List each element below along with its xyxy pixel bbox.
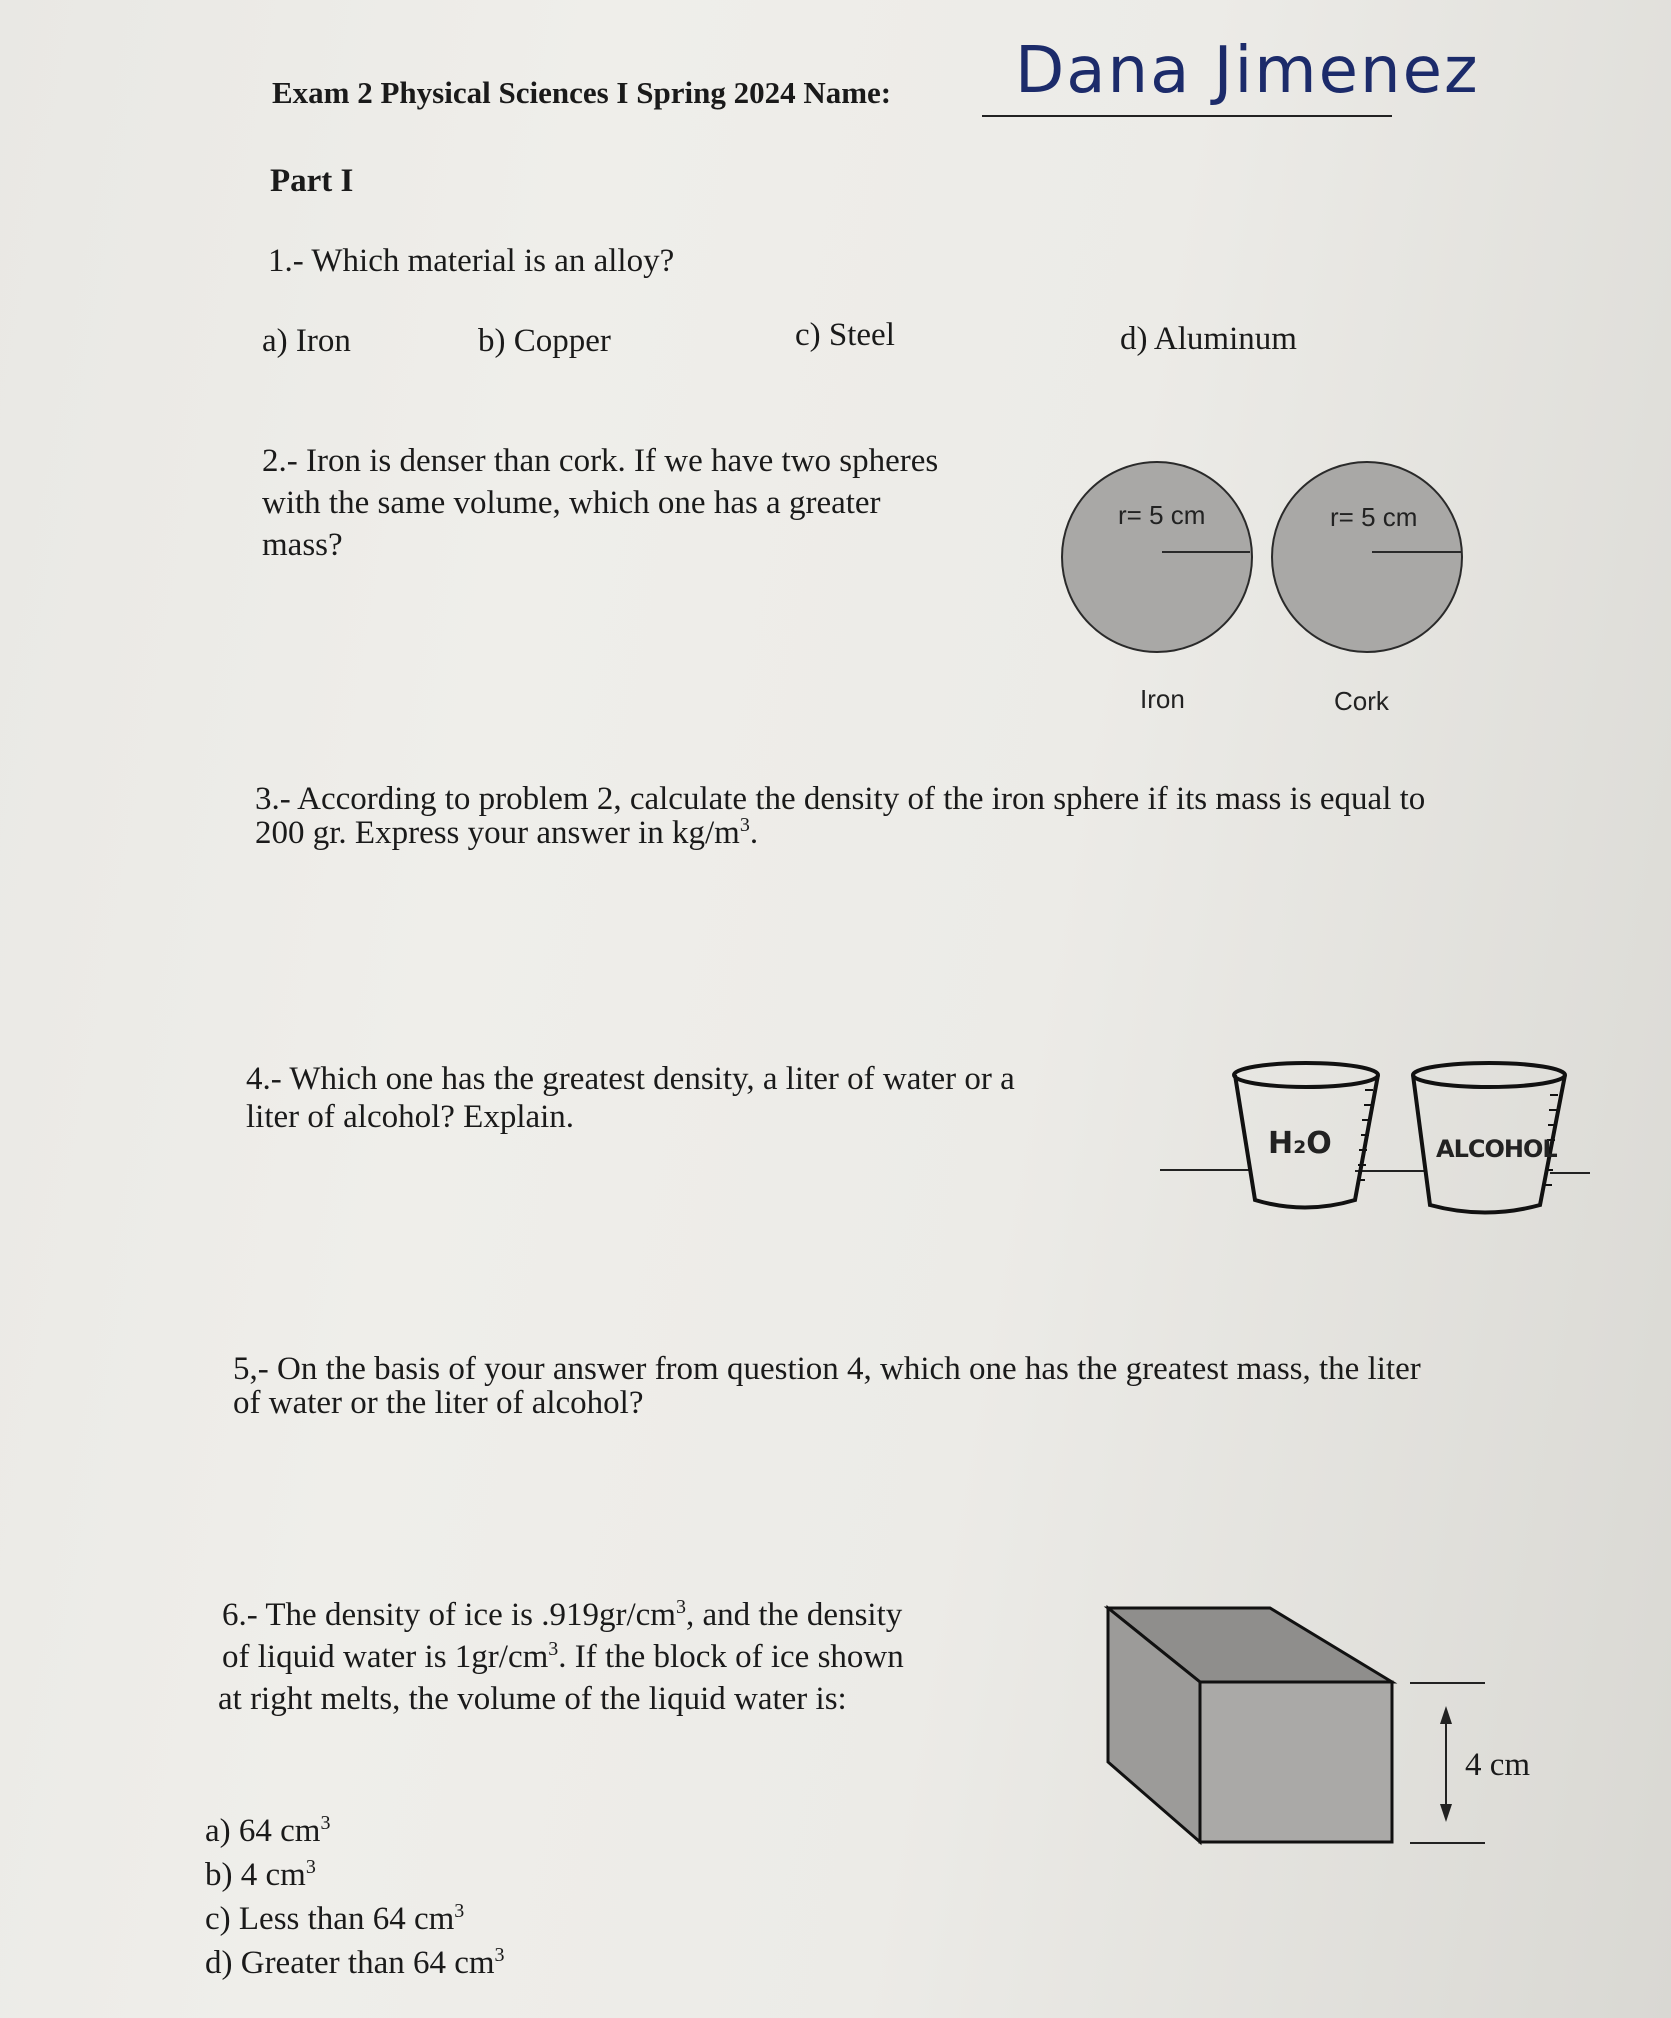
question-4-line-1: 4.- Which one has the greatest density, a liter of water or a: [246, 1061, 1015, 1097]
cork-radius-label: r= 5 cm: [1330, 502, 1418, 532]
question-4-line-2: liter of alcohol? Explain.: [246, 1099, 575, 1135]
ice-cube-front-face: [1200, 1682, 1392, 1842]
question-6-line-2: of liquid water is $1gr/cm^3$. If the block of ice shown: [222, 1638, 904, 1675]
question-1-text: 1.- Which material is an alloy?: [268, 243, 675, 279]
q6-option-b: b) 4 $cm^3$: [205, 1856, 316, 1893]
q1-option-d: d) Aluminum: [1120, 321, 1297, 357]
question-3-line-2: 200 gr. Express your answer in $kg/m^3$.: [255, 814, 759, 851]
dimension-arrow-up: [1440, 1706, 1452, 1724]
question-2-line-3: mass?: [262, 527, 343, 563]
question-2-line-1: 2.- Iron is denser than cork. If we have two spheres: [262, 443, 939, 479]
dimension-arrow-down: [1440, 1804, 1452, 1822]
ice-cube-dimension-label: 4 cm: [1465, 1747, 1531, 1783]
q6-option-d: d) Greater than 64 $cm^3$: [205, 1944, 505, 1981]
question-2-line-2: with the same volume, which one has a greater: [262, 485, 881, 521]
exam-title: Exam 2 Physical Sciences I Spring 2024 Name:: [272, 75, 892, 110]
q1-option-c: c) Steel: [795, 317, 895, 353]
cork-label: Cork: [1334, 686, 1389, 716]
q1-option-a: a) Iron: [262, 323, 351, 359]
q1-option-b: b) Copper: [478, 323, 611, 359]
iron-radius-label: r= 5 cm: [1118, 500, 1206, 530]
question-3-line-1: 3.- According to problem 2, calculate the density of the iron sphere if its mass is equal to: [255, 781, 1426, 817]
water-cup-label: H₂O: [1268, 1126, 1332, 1161]
question-5-line-2: of water or the liter of alcohol?: [233, 1385, 644, 1421]
alcohol-cup-label: ALCOHOL: [1436, 1135, 1557, 1163]
student-name-signature: Dana Jimenez: [1015, 34, 1480, 108]
question-5-line-1: 5,- On the basis of your answer from question 4, which one has the greatest mass, the liter: [233, 1351, 1421, 1387]
part-heading: Part I: [270, 163, 354, 199]
q6-option-a: a) 64 $cm^3$: [205, 1812, 331, 1849]
question-6-line-3: at right melts, the volume of the liquid water is:: [218, 1681, 847, 1717]
question-6-line-1: 6.- The density of ice is $.919gr/cm^3$, and the density: [222, 1596, 903, 1633]
iron-label: Iron: [1140, 684, 1185, 714]
q6-option-c: c) Less than 64 $cm^3$: [205, 1900, 465, 1937]
